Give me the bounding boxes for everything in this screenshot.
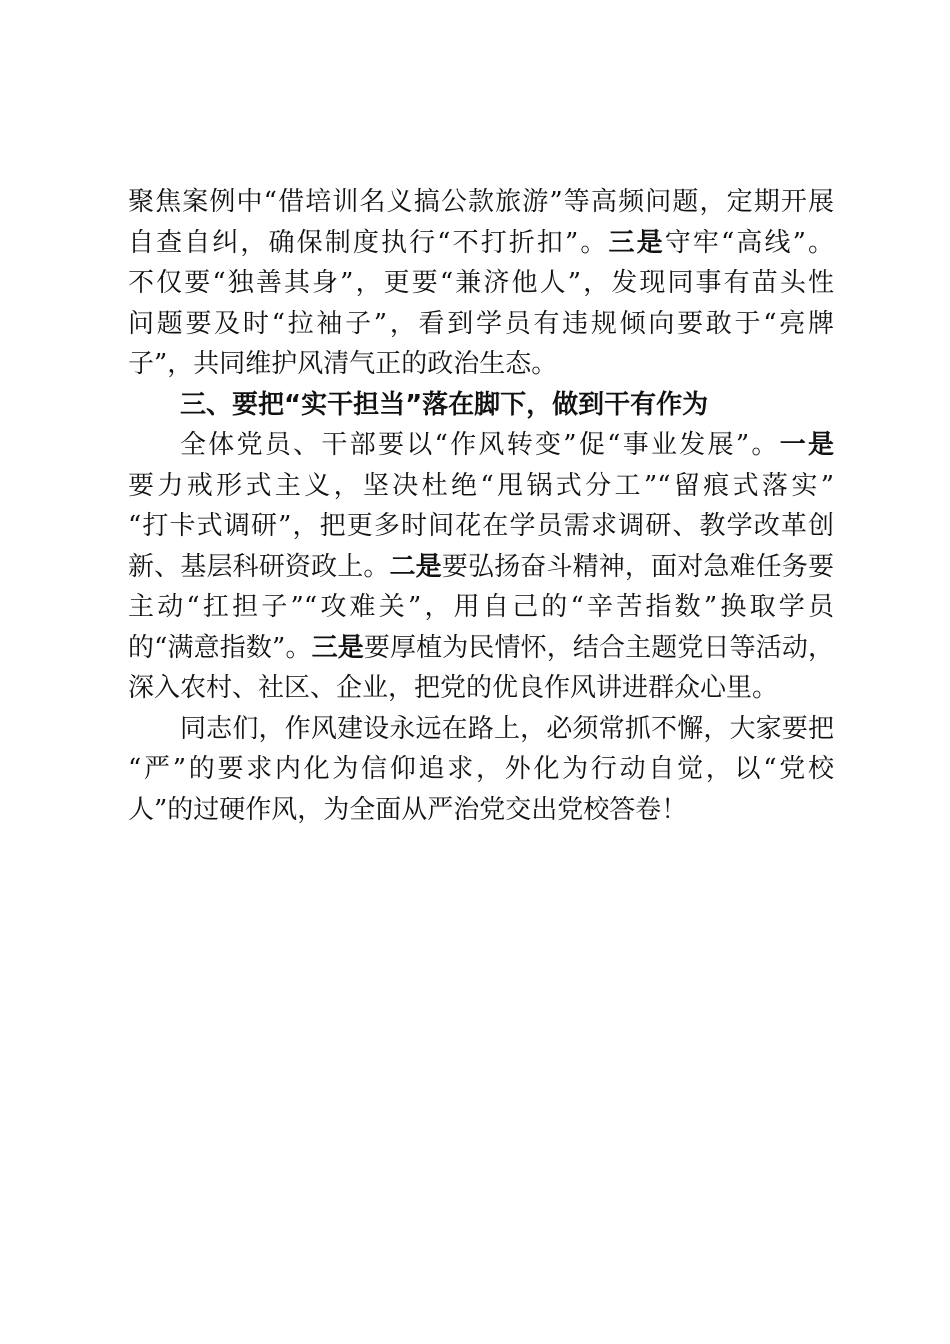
text-span: 要弘扬奋斗精神，面对急难任务要: [441, 551, 834, 582]
emphasis-two: 二是: [389, 551, 442, 582]
emphasis-three: 三是: [311, 632, 364, 663]
paragraph-3: [128, 709, 834, 831]
text-line: [128, 628, 834, 669]
paragraph-1: [128, 182, 834, 385]
text-line: 不仅要“独善其身”，更要“兼济他人”，发现同事有苗头性: [128, 268, 834, 298]
text-line: [128, 547, 834, 588]
text-line: 聚焦案例中“借培训名义搞公款旅游”等高频问题，定期开展: [128, 187, 834, 217]
emphasis-three: 三是: [608, 227, 665, 258]
text-span: 守牢“高线”。: [664, 227, 834, 258]
text-line: [128, 425, 834, 466]
text-line: 深入农村、社区、企业，把党的优良作风讲进群众心里。: [128, 673, 779, 703]
text-span: 新、基层科研资政上。: [128, 551, 390, 582]
document-body: [128, 182, 834, 830]
emphasis-one: 一是: [779, 430, 834, 460]
text-line: “打卡式调研”，把更多时间花在学员需求调研、教学改革创: [128, 511, 834, 541]
text-line: 主动“扛担子”“攻难关”，用自己的“辛苦指数”换取学员: [128, 592, 834, 622]
text-span: 全体党员、干部要以“作风转变”促“事业发展”。: [180, 430, 780, 460]
text-span: 要厚植为民情怀，结合主题党日等活动，: [363, 632, 834, 663]
text-line: “严”的要求内化为信仰追求，外化为行动自觉，以“党校: [128, 754, 834, 784]
text-line: 问题要及时“拉袖子”，看到学员有违规倾向要敢于“亮牌: [128, 308, 834, 339]
paragraph-2: [128, 425, 834, 709]
text-span: 的“满意指数”。: [128, 632, 312, 663]
text-line: [128, 223, 834, 264]
text-line: 子”，共同维护风清气正的政治生态。: [128, 349, 558, 379]
text-line: 要力戒形式主义，坚决杜绝“甩锅式分工”“留痕式落实”: [128, 470, 834, 501]
text-line: 人”的过硬作风，为全面从严治党交出党校答卷！: [128, 794, 688, 825]
section-heading-3: 三、要把“实干担当”落在脚下，做到干有作为: [180, 389, 709, 420]
text-line: 同志们，作风建设永远在路上，必须常抓不懈，大家要把: [180, 713, 834, 744]
text-span: 自查自纠，确保制度执行“不打折扣”。: [128, 227, 609, 258]
